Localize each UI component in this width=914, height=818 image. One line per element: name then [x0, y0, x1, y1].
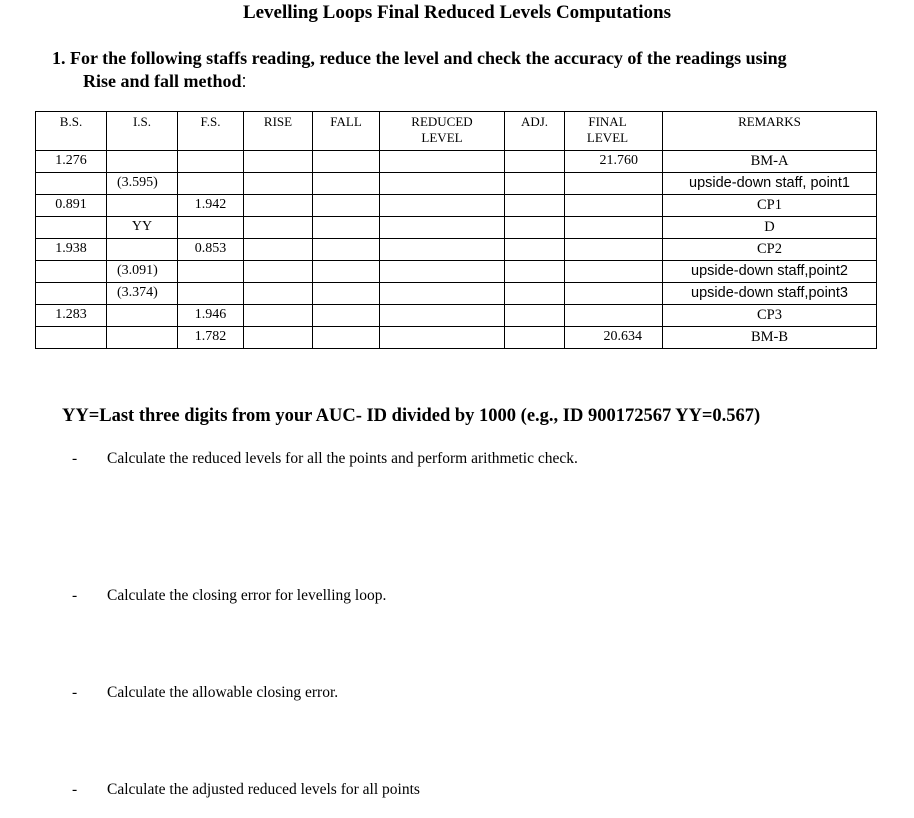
cell-adj	[505, 217, 565, 239]
cell-bs	[36, 217, 107, 239]
table-row	[36, 195, 877, 217]
header-remarks: REMARKS	[663, 112, 877, 151]
cell-final-level: 21.760	[565, 151, 663, 173]
cell-final-level	[565, 261, 663, 283]
task-bullet: -	[72, 684, 78, 701]
cell-remarks: BM-B	[663, 327, 877, 349]
task-item	[72, 450, 578, 468]
cell-fs	[178, 173, 244, 195]
cell-final-level	[565, 239, 663, 261]
cell-fall	[313, 261, 380, 283]
table-row	[36, 151, 877, 173]
cell-adj	[505, 173, 565, 195]
task-item	[72, 587, 386, 605]
cell-is: (3.091)	[107, 261, 178, 283]
cell-bs	[36, 283, 107, 305]
cell-fs	[178, 217, 244, 239]
cell-fall	[313, 195, 380, 217]
cell-fs	[178, 261, 244, 283]
cell-reduced-level	[380, 283, 505, 305]
cell-bs	[36, 327, 107, 349]
cell-final-level	[565, 305, 663, 327]
question-text-line1: For the following staffs reading, reduce the level and check the accuracy of the readings using	[70, 48, 787, 68]
cell-is	[107, 239, 178, 261]
levelling-table	[35, 111, 877, 349]
cell-adj	[505, 327, 565, 349]
cell-reduced-level	[380, 239, 505, 261]
cell-final-level	[565, 195, 663, 217]
cell-rise	[244, 305, 313, 327]
task-text: Calculate the reduced levels for all the points and perform arithmetic check.	[107, 450, 578, 467]
page-title: Levelling Loops Final Reduced Levels Computations	[242, 2, 672, 23]
cell-rise	[244, 173, 313, 195]
cell-fs	[178, 151, 244, 173]
task-text: Calculate the allowable closing error.	[107, 684, 339, 701]
header-reduced-level: REDUCED LEVEL	[380, 112, 505, 151]
task-text: Calculate the closing error for levelling loop.	[107, 587, 387, 604]
task-bullet: -	[72, 450, 78, 467]
cell-fs: 1.782	[178, 327, 244, 349]
header-is: I.S.	[107, 112, 178, 151]
cell-final-level	[565, 217, 663, 239]
cell-fs	[178, 283, 244, 305]
question-text-line2	[83, 70, 247, 93]
cell-final-level	[565, 173, 663, 195]
cell-is: (3.374)	[107, 283, 178, 305]
cell-fall	[313, 305, 380, 327]
cell-remarks: CP3	[663, 305, 877, 327]
cell-fs: 0.853	[178, 239, 244, 261]
cell-remarks: BM-A	[663, 151, 877, 173]
cell-fs: 1.946	[178, 305, 244, 327]
task-text: Calculate the adjusted reduced levels for all points	[107, 781, 420, 798]
table-row	[36, 327, 877, 349]
cell-bs	[36, 261, 107, 283]
cell-reduced-level	[380, 195, 505, 217]
header-final-level: FINAL LEVEL	[565, 112, 663, 151]
cell-fall	[313, 173, 380, 195]
cell-reduced-level	[380, 151, 505, 173]
table-row	[36, 261, 877, 283]
cell-reduced-level	[380, 327, 505, 349]
cell-bs: 1.283	[36, 305, 107, 327]
table-row	[36, 217, 877, 239]
cell-reduced-level	[380, 261, 505, 283]
cell-remarks: upside-down staff, point1	[663, 173, 877, 195]
cell-final-level: 20.634	[565, 327, 663, 349]
yy-definition-note: YY=Last three digits from your AUC- ID divided by 1000 (e.g., ID 900172567 YY=0.567)	[62, 406, 761, 426]
cell-remarks: CP2	[663, 239, 877, 261]
cell-adj	[505, 305, 565, 327]
cell-reduced-level	[380, 305, 505, 327]
task-item	[72, 684, 338, 702]
cell-adj	[505, 239, 565, 261]
table-row	[36, 173, 877, 195]
cell-reduced-level	[380, 217, 505, 239]
cell-bs: 1.276	[36, 151, 107, 173]
task-bullet: -	[72, 781, 78, 798]
cell-fall	[313, 327, 380, 349]
header-fs: F.S.	[178, 112, 244, 151]
question-number: 1.	[52, 48, 66, 68]
cell-bs: 0.891	[36, 195, 107, 217]
cell-fall	[313, 217, 380, 239]
table-row	[36, 305, 877, 327]
cell-fs: 1.942	[178, 195, 244, 217]
cell-adj	[505, 195, 565, 217]
table-row	[36, 283, 877, 305]
question-method: Rise and fall method	[83, 71, 242, 91]
cell-fall	[313, 151, 380, 173]
cell-rise	[244, 261, 313, 283]
cell-is	[107, 305, 178, 327]
task-bullet: -	[72, 587, 78, 604]
cell-rise	[244, 195, 313, 217]
cell-remarks: D	[663, 217, 877, 239]
question-colon: :	[241, 71, 247, 91]
table-header-row	[36, 112, 877, 151]
cell-remarks: CP1	[663, 195, 877, 217]
cell-is	[107, 151, 178, 173]
cell-bs	[36, 173, 107, 195]
cell-is: (3.595)	[107, 173, 178, 195]
header-adj: ADJ.	[505, 112, 565, 151]
header-bs: B.S.	[36, 112, 107, 151]
cell-adj	[505, 261, 565, 283]
header-fall: FALL	[313, 112, 380, 151]
cell-adj	[505, 151, 565, 173]
cell-is	[107, 195, 178, 217]
cell-rise	[244, 217, 313, 239]
cell-reduced-level	[380, 173, 505, 195]
cell-adj	[505, 283, 565, 305]
cell-final-level	[565, 283, 663, 305]
header-rise: RISE	[244, 112, 313, 151]
cell-is: YY	[107, 217, 178, 239]
cell-remarks: upside-down staff,point2	[663, 261, 877, 283]
cell-rise	[244, 327, 313, 349]
cell-rise	[244, 151, 313, 173]
cell-bs: 1.938	[36, 239, 107, 261]
cell-fall	[313, 239, 380, 261]
table-row	[36, 239, 877, 261]
cell-rise	[244, 283, 313, 305]
cell-rise	[244, 239, 313, 261]
cell-remarks: upside-down staff,point3	[663, 283, 877, 305]
task-item	[72, 781, 420, 799]
cell-is	[107, 327, 178, 349]
cell-fall	[313, 283, 380, 305]
